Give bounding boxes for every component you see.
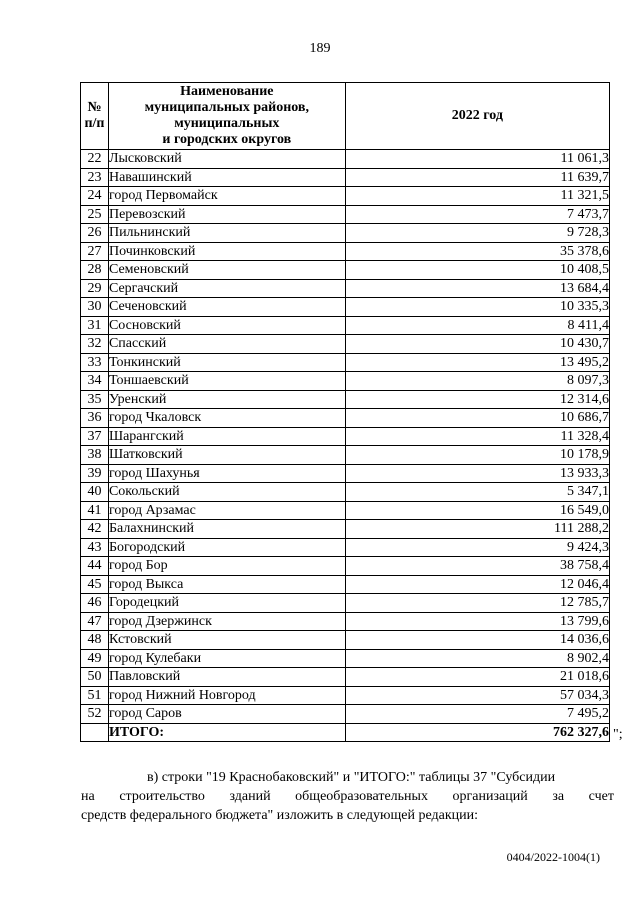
row-num: 52 [81, 705, 109, 724]
row-value: 9 424,3 [345, 538, 609, 557]
amendment-paragraph [81, 768, 614, 825]
table-row [81, 538, 610, 557]
row-value: 13 684,4 [345, 279, 609, 298]
total-label: ИТОГО: [108, 723, 345, 742]
row-name: Тонкинский [108, 353, 345, 372]
row-name: город Нижний Новгород [108, 686, 345, 705]
row-name: город Первомайск [108, 187, 345, 206]
row-num: 45 [81, 575, 109, 594]
row-num: 22 [81, 150, 109, 169]
table-row [81, 187, 610, 206]
row-num: 31 [81, 316, 109, 335]
row-num: 34 [81, 372, 109, 391]
row-value: 12 314,6 [345, 390, 609, 409]
paragraph-line-1: в) строки "19 Краснобаковский" и "ИТОГО:" таблицы 37 "Субсидии [147, 770, 556, 785]
row-num: 30 [81, 298, 109, 317]
row-value: 11 639,7 [345, 168, 609, 187]
row-name: Тоншаевский [108, 372, 345, 391]
paragraph-line-3: средств федерального бюджета" изложить в следующей редакции: [81, 808, 479, 823]
table-row [81, 224, 610, 243]
header-num: № п/п [81, 83, 109, 150]
row-value: 12 785,7 [345, 594, 609, 613]
row-name: Сокольский [108, 483, 345, 502]
row-num: 28 [81, 261, 109, 280]
row-name: город Кулебаки [108, 649, 345, 668]
table-row [81, 557, 610, 576]
table-row [81, 150, 610, 169]
row-name: Навашинский [108, 168, 345, 187]
closing-quote-mark: "; [613, 727, 623, 742]
row-value: 35 378,6 [345, 242, 609, 261]
row-num: 39 [81, 464, 109, 483]
row-num: 25 [81, 205, 109, 224]
table-row [81, 446, 610, 465]
total-value: 762 327,6 [345, 723, 609, 742]
table-row [81, 501, 610, 520]
row-num: 41 [81, 501, 109, 520]
row-value: 13 933,3 [345, 464, 609, 483]
table-row [81, 686, 610, 705]
table-row [81, 298, 610, 317]
row-num: 37 [81, 427, 109, 446]
row-num: 44 [81, 557, 109, 576]
row-name: Сеченовский [108, 298, 345, 317]
row-value: 9 728,3 [345, 224, 609, 243]
row-num: 35 [81, 390, 109, 409]
row-value: 16 549,0 [345, 501, 609, 520]
row-num: 29 [81, 279, 109, 298]
row-name: Шатковский [108, 446, 345, 465]
table-row [81, 205, 610, 224]
row-name: Городецкий [108, 594, 345, 613]
row-name: Балахнинский [108, 520, 345, 539]
row-name: Спасский [108, 335, 345, 354]
header-name: Наименование муниципальных районов, муниципальных и городских округов [108, 83, 345, 150]
table-row [81, 520, 610, 539]
row-value: 7 495,2 [345, 705, 609, 724]
row-value: 13 799,6 [345, 612, 609, 631]
row-name: Семеновский [108, 261, 345, 280]
row-name: Сосновский [108, 316, 345, 335]
row-value: 14 036,6 [345, 631, 609, 650]
row-num: 33 [81, 353, 109, 372]
row-num: 32 [81, 335, 109, 354]
table-row [81, 279, 610, 298]
row-name: Павловский [108, 668, 345, 687]
row-value: 12 046,4 [345, 575, 609, 594]
row-num: 42 [81, 520, 109, 539]
row-name: Лысковский [108, 150, 345, 169]
row-num: 46 [81, 594, 109, 613]
row-num: 26 [81, 224, 109, 243]
table-row [81, 483, 610, 502]
row-value: 38 758,4 [345, 557, 609, 576]
row-num: 23 [81, 168, 109, 187]
row-num: 50 [81, 668, 109, 687]
row-name: город Шахунья [108, 464, 345, 483]
row-name: город Чкаловск [108, 409, 345, 428]
table-row [81, 261, 610, 280]
row-value: 57 034,3 [345, 686, 609, 705]
row-num: 48 [81, 631, 109, 650]
row-value: 111 288,2 [345, 520, 609, 539]
row-name: Перевозский [108, 205, 345, 224]
row-value: 11 328,4 [345, 427, 609, 446]
row-name: город Арзамас [108, 501, 345, 520]
table-row [81, 316, 610, 335]
row-value: 13 495,2 [345, 353, 609, 372]
header-value: 2022 год [345, 83, 609, 150]
row-num: 27 [81, 242, 109, 261]
row-name: Шарангский [108, 427, 345, 446]
table-row [81, 242, 610, 261]
row-num: 43 [81, 538, 109, 557]
row-value: 21 018,6 [345, 668, 609, 687]
row-value: 8 902,4 [345, 649, 609, 668]
row-value: 8 097,3 [345, 372, 609, 391]
table-row [81, 409, 610, 428]
table-row [81, 335, 610, 354]
row-name: город Саров [108, 705, 345, 724]
row-num: 40 [81, 483, 109, 502]
row-num: 38 [81, 446, 109, 465]
row-num: 24 [81, 187, 109, 206]
row-num: 51 [81, 686, 109, 705]
row-name: Уренский [108, 390, 345, 409]
row-name: Починковский [108, 242, 345, 261]
row-num: 36 [81, 409, 109, 428]
row-name: Кстовский [108, 631, 345, 650]
document-code: 0404/2022-1004(1) [506, 850, 600, 864]
row-name: город Бор [108, 557, 345, 576]
row-value: 5 347,1 [345, 483, 609, 502]
table-row [81, 612, 610, 631]
table-row [81, 575, 610, 594]
page-number: 189 [309, 41, 331, 56]
table-row [81, 594, 610, 613]
row-num: 49 [81, 649, 109, 668]
total-row [81, 723, 610, 742]
row-value: 10 178,9 [345, 446, 609, 465]
row-name: Богородский [108, 538, 345, 557]
paragraph-line-2: на строительство зданий общеобразовательных организаций за счет [81, 789, 614, 804]
row-name: Сергачский [108, 279, 345, 298]
row-name: Пильнинский [108, 224, 345, 243]
row-value: 10 335,3 [345, 298, 609, 317]
table-row [81, 668, 610, 687]
subsidy-table [80, 82, 610, 742]
row-name: город Дзержинск [108, 612, 345, 631]
row-value: 10 430,7 [345, 335, 609, 354]
table-row [81, 427, 610, 446]
table-row [81, 631, 610, 650]
table-row [81, 353, 610, 372]
row-value: 10 686,7 [345, 409, 609, 428]
row-value: 8 411,4 [345, 316, 609, 335]
row-name: город Выкса [108, 575, 345, 594]
table-row [81, 705, 610, 724]
table-header-row [81, 83, 610, 150]
row-value: 10 408,5 [345, 261, 609, 280]
table-row [81, 649, 610, 668]
table-row [81, 168, 610, 187]
total-num [81, 723, 109, 742]
table-row [81, 390, 610, 409]
table-row [81, 372, 610, 391]
row-value: 11 321,5 [345, 187, 609, 206]
table-row [81, 464, 610, 483]
row-value: 7 473,7 [345, 205, 609, 224]
row-value: 11 061,3 [345, 150, 609, 169]
row-num: 47 [81, 612, 109, 631]
